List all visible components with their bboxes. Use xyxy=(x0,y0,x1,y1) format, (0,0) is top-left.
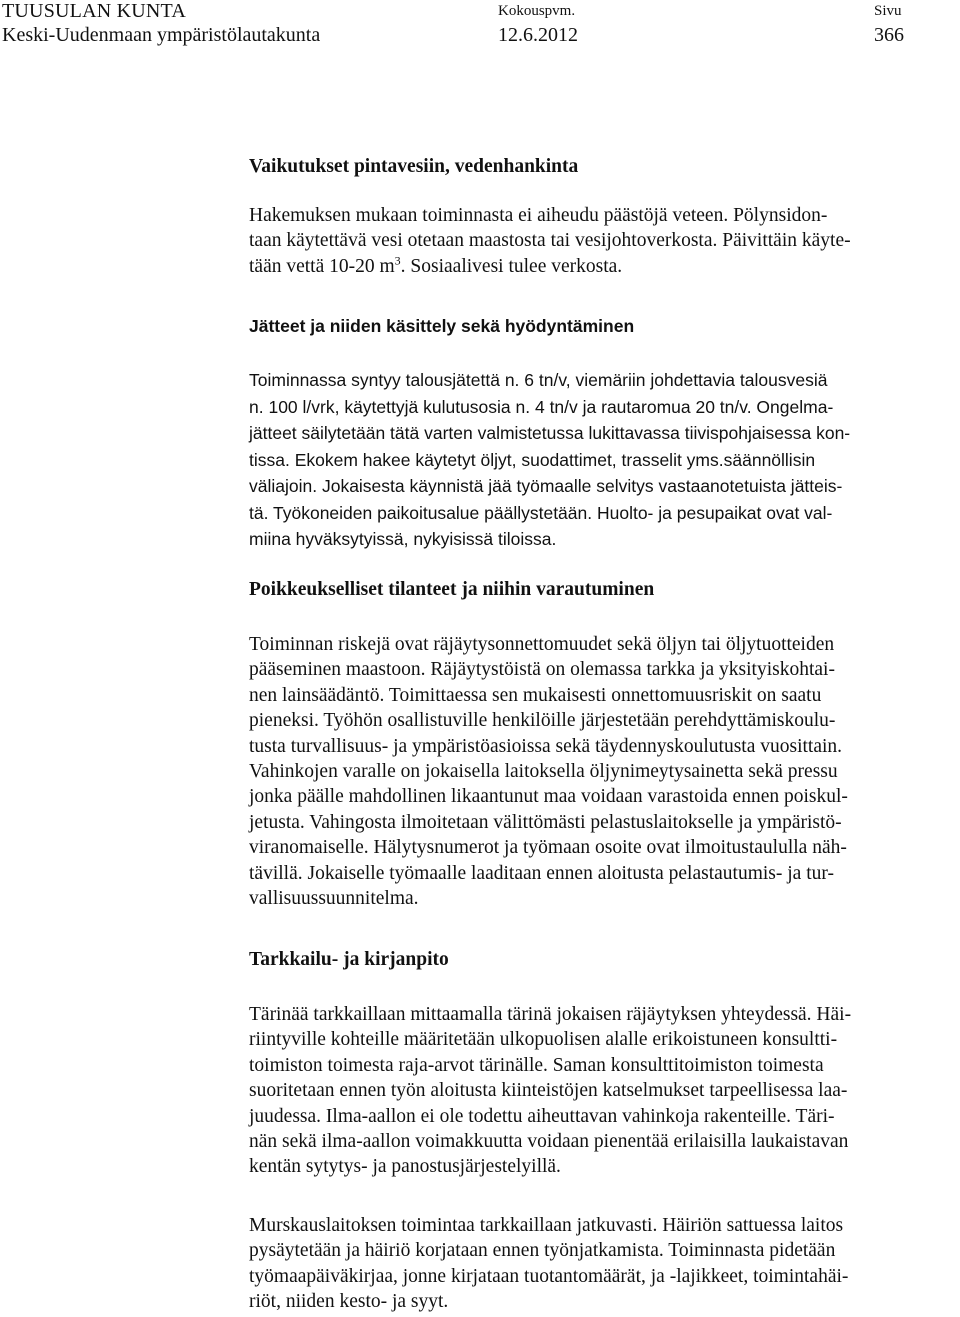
text-line: Vahinkojen varalle on jokaisella laitoksella öljynimeytysainetta sekä pressu xyxy=(249,760,838,782)
text-line: pieneksi. Työhön osallistuville henkilöille järjestetään perehdyttämiskoulu- xyxy=(249,710,836,732)
text-line: Murskauslaitoksen toimintaa tarkkaillaan jatkuvasti. Häiriön sattuessa laitos xyxy=(249,1215,844,1236)
text-line: väliajoin. Jokaisesta käynnistä jää työmaalle selvitys vastaanotetuista jätteis- xyxy=(249,476,843,496)
text-line: Toiminnan riskejä ovat räjäytysonnettomuudet sekä öljyn tai öljytuotteiden xyxy=(249,634,835,655)
section-heading-pintavesi: Vaikutukset pintavesiin, vedenhankinta xyxy=(249,156,579,177)
paragraph-jatteet xyxy=(249,367,850,553)
text-line: kentän sytytys- ja panostusjärjestelyillä. xyxy=(249,1156,561,1178)
committee-name: Keski-Uudenmaan ympäristölautakunta xyxy=(2,24,321,46)
text-line: pysäytetään ja häiriö korjataan ennen työnjatkamista. Toiminnasta pidetään xyxy=(249,1240,836,1262)
text-line: työmaapäiväkirjaa, jonne kirjataan tuotantomäärät, ja -lajikkeet, toimintahäi- xyxy=(249,1265,849,1287)
text-line: miina hyväksytyissä, nykyisissä tiloissa. xyxy=(249,529,557,549)
text-line: nän sekä ilma-aallon voimakkuutta voidaan pienentää erilaisilla laukaistavan xyxy=(249,1130,849,1152)
section-heading-poikkeukselliset: Poikkeukselliset tilanteet ja niihin varautuminen xyxy=(249,579,655,600)
text-segment: . Sosiaalivesi tulee verkosta. xyxy=(400,255,623,277)
text-line: riintyville kohteille määritetään ulkopuolisen alalle erikoistuneen konsultti- xyxy=(249,1029,838,1051)
text-line: nen lainsäädäntö. Toimittaessa sen mukaisesti onnettomuusriskit on saatu xyxy=(249,684,822,706)
text-line: tissa. Ekokem hakee käytetyt öljyt, suodattimet, trasselit yms.säännöllisin xyxy=(249,449,816,470)
text-line: Tärinää tarkkaillaan mittaamalla tärinä jokaisen räjäytyksen yhteydessä. Häi- xyxy=(249,1004,852,1025)
text-line: Toiminnassa syntyy talousjätettä n. 6 tn/v, viemäriin johdettavia talousvesiä xyxy=(249,370,828,390)
paragraph-tarkkailu-1 xyxy=(249,1002,851,1180)
text-line: jätteet säilytetään tätä varten valmistetussa lukittavassa tiivispohjaisessa kon- xyxy=(249,423,851,443)
text-line: juudessa. Ilma-aallon ei ole todettu aiheuttavan vahinkoja rakenteille. Täri- xyxy=(249,1105,835,1127)
text-line: Hakemuksen mukaan toiminnasta ei aiheudu päästöjä veteen. Pölynsidon- xyxy=(249,205,828,226)
page-number: 366 xyxy=(874,24,904,46)
text-line: tusta turvallisuus- ja ympäristöasioissa sekä täydennyskoulutusta vuosittain. xyxy=(249,735,843,757)
text-segment: tään vettä 10-20 m xyxy=(249,255,395,277)
text-line: viranomaiselle. Hälytysnumerot ja työmaan osoite ovat ilmoitustaululla näh- xyxy=(249,837,847,859)
text-line: pääseminen maastoon. Räjäytystöistä on olemassa tarkka ja yksityiskohtai- xyxy=(249,659,835,681)
meeting-date: 12.6.2012 xyxy=(498,24,578,46)
text-line: suoritetaan ennen työn aloitusta kiinteistöjen katselmukset tarpeellisessa laa- xyxy=(249,1080,848,1102)
text-line: n. 100 l/vrk, käytettyjä kulutusosia n. 4 tn/v ja rautaromua 20 tn/v. Ongelma- xyxy=(249,396,834,417)
paragraph-poikkeukselliset xyxy=(249,632,848,911)
text-line: jonka päälle mahdollinen likaantunut maa voidaan varastoida ennen poiskul- xyxy=(249,786,848,808)
paragraph-tarkkailu-2 xyxy=(249,1213,848,1315)
text-line xyxy=(249,254,851,279)
page-label: Sivu xyxy=(874,3,902,19)
section-heading-tarkkailu: Tarkkailu- ja kirjanpito xyxy=(249,949,449,970)
paragraph-pintavesi xyxy=(249,203,851,279)
meeting-date-label: Kokouspvm. xyxy=(498,3,576,19)
section-heading-jatteet: Jätteet ja niiden käsittely sekä hyödyntäminen xyxy=(249,316,635,336)
text-line: riöt, niiden kesto- ja syyt. xyxy=(249,1291,449,1313)
text-line: vallisuussuunnitelma. xyxy=(249,887,419,909)
text-line: tävillä. Jokaiselle työmaalle laaditaan ennen aloitusta pelastautumis- ja tur- xyxy=(249,862,834,884)
text-line: taan käytettävä vesi otetaan maastosta tai vesijohtoverkosta. Päivittäin käyte- xyxy=(249,230,851,252)
superscript: 3 xyxy=(394,253,401,268)
text-line: tä. Työkoneiden paikoitusalue päällystetään. Huolto- ja pesupaikat ovat val- xyxy=(249,502,833,523)
text-line: jetusta. Vahingosta ilmoitetaan välittömästi pelastuslaitokselle ja ympäristö- xyxy=(249,811,842,833)
org-name: TUUSULAN KUNTA xyxy=(2,0,186,22)
text-line: toimiston toimesta raja-arvot tärinälle. Saman konsulttitoimiston toimesta xyxy=(249,1054,824,1076)
